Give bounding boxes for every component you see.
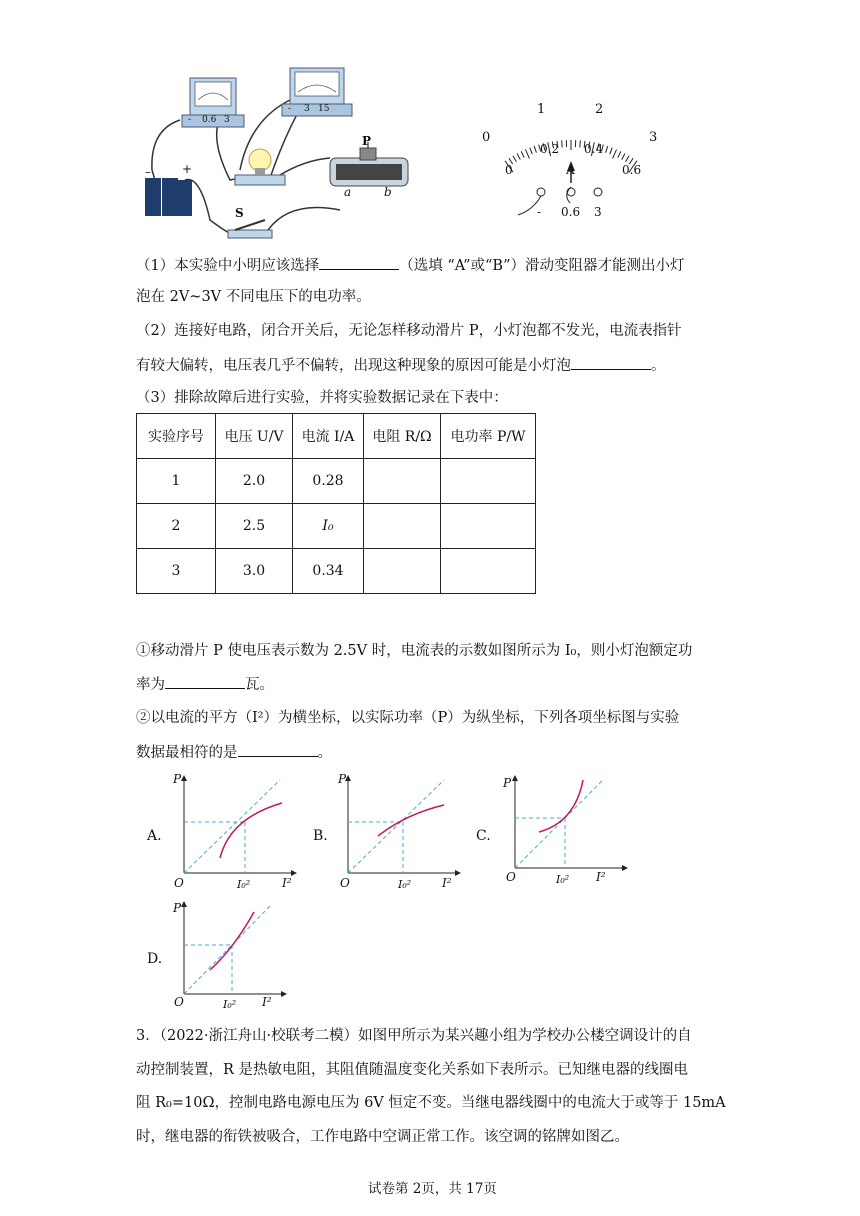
table-row [137, 459, 536, 504]
graph-c-x-label: I² [596, 870, 606, 884]
table-row [137, 504, 536, 549]
table-cell: 3.0 [216, 549, 293, 594]
graph-b-y-label: P [338, 772, 347, 786]
sub1-answer-blank[interactable] [165, 674, 245, 689]
table-cell: 2.5 [216, 504, 293, 549]
page-footer: 试卷第 2页，共 17页 [368, 1181, 497, 1197]
battery-minus-label: – [145, 165, 151, 179]
dial-top-1: 1 [537, 102, 546, 117]
ammeter-terminal-06: 0.6 [202, 115, 217, 125]
voltmeter-terminal-15: 15 [318, 104, 330, 114]
table-cell: 0.28 [293, 459, 364, 504]
dial-tick [530, 148, 533, 155]
option-a-label: A. [147, 828, 162, 844]
switch-label-s: S [235, 206, 244, 220]
question-3-line-3: 阻 R₀=10Ω，控制电路电源电压为 6V 恒定不变。当继电器线圈中的电流大于或等于 15mA [136, 1095, 726, 1111]
graph-b-x-label: I² [442, 876, 452, 890]
dial-top-0: 0 [482, 130, 491, 145]
table-cell: I₀ [293, 504, 364, 549]
graph-d-y-label: P [173, 901, 182, 915]
graph-b-origin: O [340, 876, 350, 890]
dial-tick [618, 151, 621, 157]
dial-tick [622, 153, 625, 159]
sub-question-2-line-2 [136, 742, 332, 763]
dial-tick [521, 151, 524, 157]
graph-c-tick: I₀² [556, 873, 570, 886]
q2-part-b: 有较大偏转，电压表几乎不偏转，出现这种现象的原因可能是小灯泡 [136, 358, 571, 374]
dial-tick [606, 146, 608, 153]
question-2-line-2 [136, 355, 666, 376]
dial-tick [610, 148, 613, 155]
dial-tick [534, 146, 536, 153]
question-3-intro: （3）排除故障后进行实验，并将实验数据记录在下表中： [136, 390, 508, 406]
sub-question-1-line-1: ①移动滑片 P 使电压表示数为 2.5V 时，电流表的示数如图所示为 I₀，则小灯泡额定功 [136, 643, 693, 659]
graph-a-x-label: I² [282, 876, 292, 890]
question-2-line-1: （2）连接好电路，闭合开关后，无论怎样移动滑片 P，小灯泡都不发光，电流表指针 [136, 323, 682, 339]
question-3-line-2: 动控制装置，R 是热敏电阻，其阻值随温度变化关系如下表所示。已知继电器的线圈电 [136, 1062, 689, 1078]
option-d-label: D. [147, 951, 163, 967]
sub1-end: 瓦。 [245, 677, 274, 693]
table-header-cell: 实验序号 [137, 414, 216, 459]
dial-terminal-06: 0.6 [561, 205, 581, 219]
battery-plus-label: + [182, 162, 193, 176]
table-cell [441, 549, 536, 594]
dial-unit: A [566, 163, 575, 177]
voltmeter-terminal-minus: - [288, 104, 292, 114]
q2-end: 。 [651, 358, 666, 374]
rheostat-label-a: a [344, 185, 352, 199]
experiment-data-table [136, 413, 536, 594]
voltmeter-terminal-3: 3 [304, 104, 310, 114]
table-cell [364, 504, 441, 549]
graph-d-tick: I₀² [223, 998, 237, 1011]
table-cell [364, 549, 441, 594]
dial-bottom-04: 0.4 [584, 142, 604, 156]
table-cell [441, 504, 536, 549]
dial-tick [513, 156, 517, 162]
sub-question-2-line-1: ②以电流的平方（I²）为横坐标，以实际功率（P）为纵坐标，下列各项坐标图与实验 [136, 710, 680, 726]
rheostat-label-p: P [362, 134, 372, 148]
table-header-cell: 电功率 P/W [441, 414, 536, 459]
graph-c-origin: O [506, 870, 516, 884]
sub2-part-b: 数据最相符的是 [136, 745, 238, 761]
dial-bottom-06: 0.6 [622, 163, 642, 177]
table-cell [364, 459, 441, 504]
graph-c-y-label: P [503, 776, 512, 790]
dial-top-3: 3 [649, 130, 658, 145]
q1-answer-blank[interactable] [319, 255, 399, 270]
table-cell: 2.0 [216, 459, 293, 504]
sub2-end: 。 [317, 745, 332, 761]
q1-part-b: （选填 “A”或“B”）滑动变阻器才能测出小灯 [399, 258, 685, 274]
dial-terminal-3: 3 [594, 205, 602, 219]
question-3-line-4: 时，继电器的衔铁被吸合，工作电路中空调正常工作。该空调的铭牌如图乙。 [136, 1129, 629, 1145]
dial-tick [525, 149, 529, 158]
dial-tick [517, 153, 520, 159]
table-header-cell: 电流 I/A [293, 414, 364, 459]
dial-bottom-02: 0.2 [540, 142, 560, 156]
table-cell: 0.34 [293, 549, 364, 594]
table-cell: 1 [137, 459, 216, 504]
rheostat-label-b: b [384, 185, 392, 199]
ammeter-terminal-minus: - [188, 115, 192, 125]
graph-b-tick: I₀² [398, 878, 412, 891]
dial-tick [562, 140, 563, 147]
graph-option-d [172, 898, 302, 1023]
circuit-diagram [140, 60, 440, 250]
sub-question-1-line-2 [136, 674, 274, 695]
question-1-line-2: 泡在 2V~3V 不同电压下的电功率。 [136, 289, 371, 305]
dial-bottom-0: 0 [505, 163, 513, 177]
dial-terminal-minus: - [537, 205, 542, 219]
q1-part-a: （1）本实验中小明应该选择 [136, 258, 320, 274]
table-cell: 3 [137, 549, 216, 594]
dial-tick [613, 149, 617, 158]
table-header-cell: 电压 U/V [216, 414, 293, 459]
graph-d-x-label: I² [262, 995, 272, 1009]
dial-tick [580, 140, 581, 147]
table-header-row [137, 414, 536, 459]
question-3-line-1: 3．（2022·浙江舟山·校联考二模）如图甲所示为某兴趣小组为学校办公楼空调设计的自 [136, 1028, 692, 1044]
option-c-label: C. [476, 828, 491, 844]
sub2-answer-blank[interactable] [238, 742, 318, 757]
option-b-label: B. [313, 828, 328, 844]
graph-a-tick: I₀² [237, 878, 251, 891]
sub1-part-b: 率为 [136, 677, 165, 693]
question-1-line-1 [136, 255, 685, 276]
ammeter-terminal-3: 3 [224, 115, 230, 125]
dial-top-2: 2 [595, 102, 604, 117]
graph-d-origin: O [174, 995, 184, 1009]
table-row [137, 549, 536, 594]
q2-answer-blank[interactable] [571, 355, 651, 370]
graph-a-y-label: P [173, 772, 182, 786]
table-header-cell: 电阻 R/Ω [364, 414, 441, 459]
table-cell [441, 459, 536, 504]
graph-a-origin: O [174, 876, 184, 890]
table-cell: 2 [137, 504, 216, 549]
